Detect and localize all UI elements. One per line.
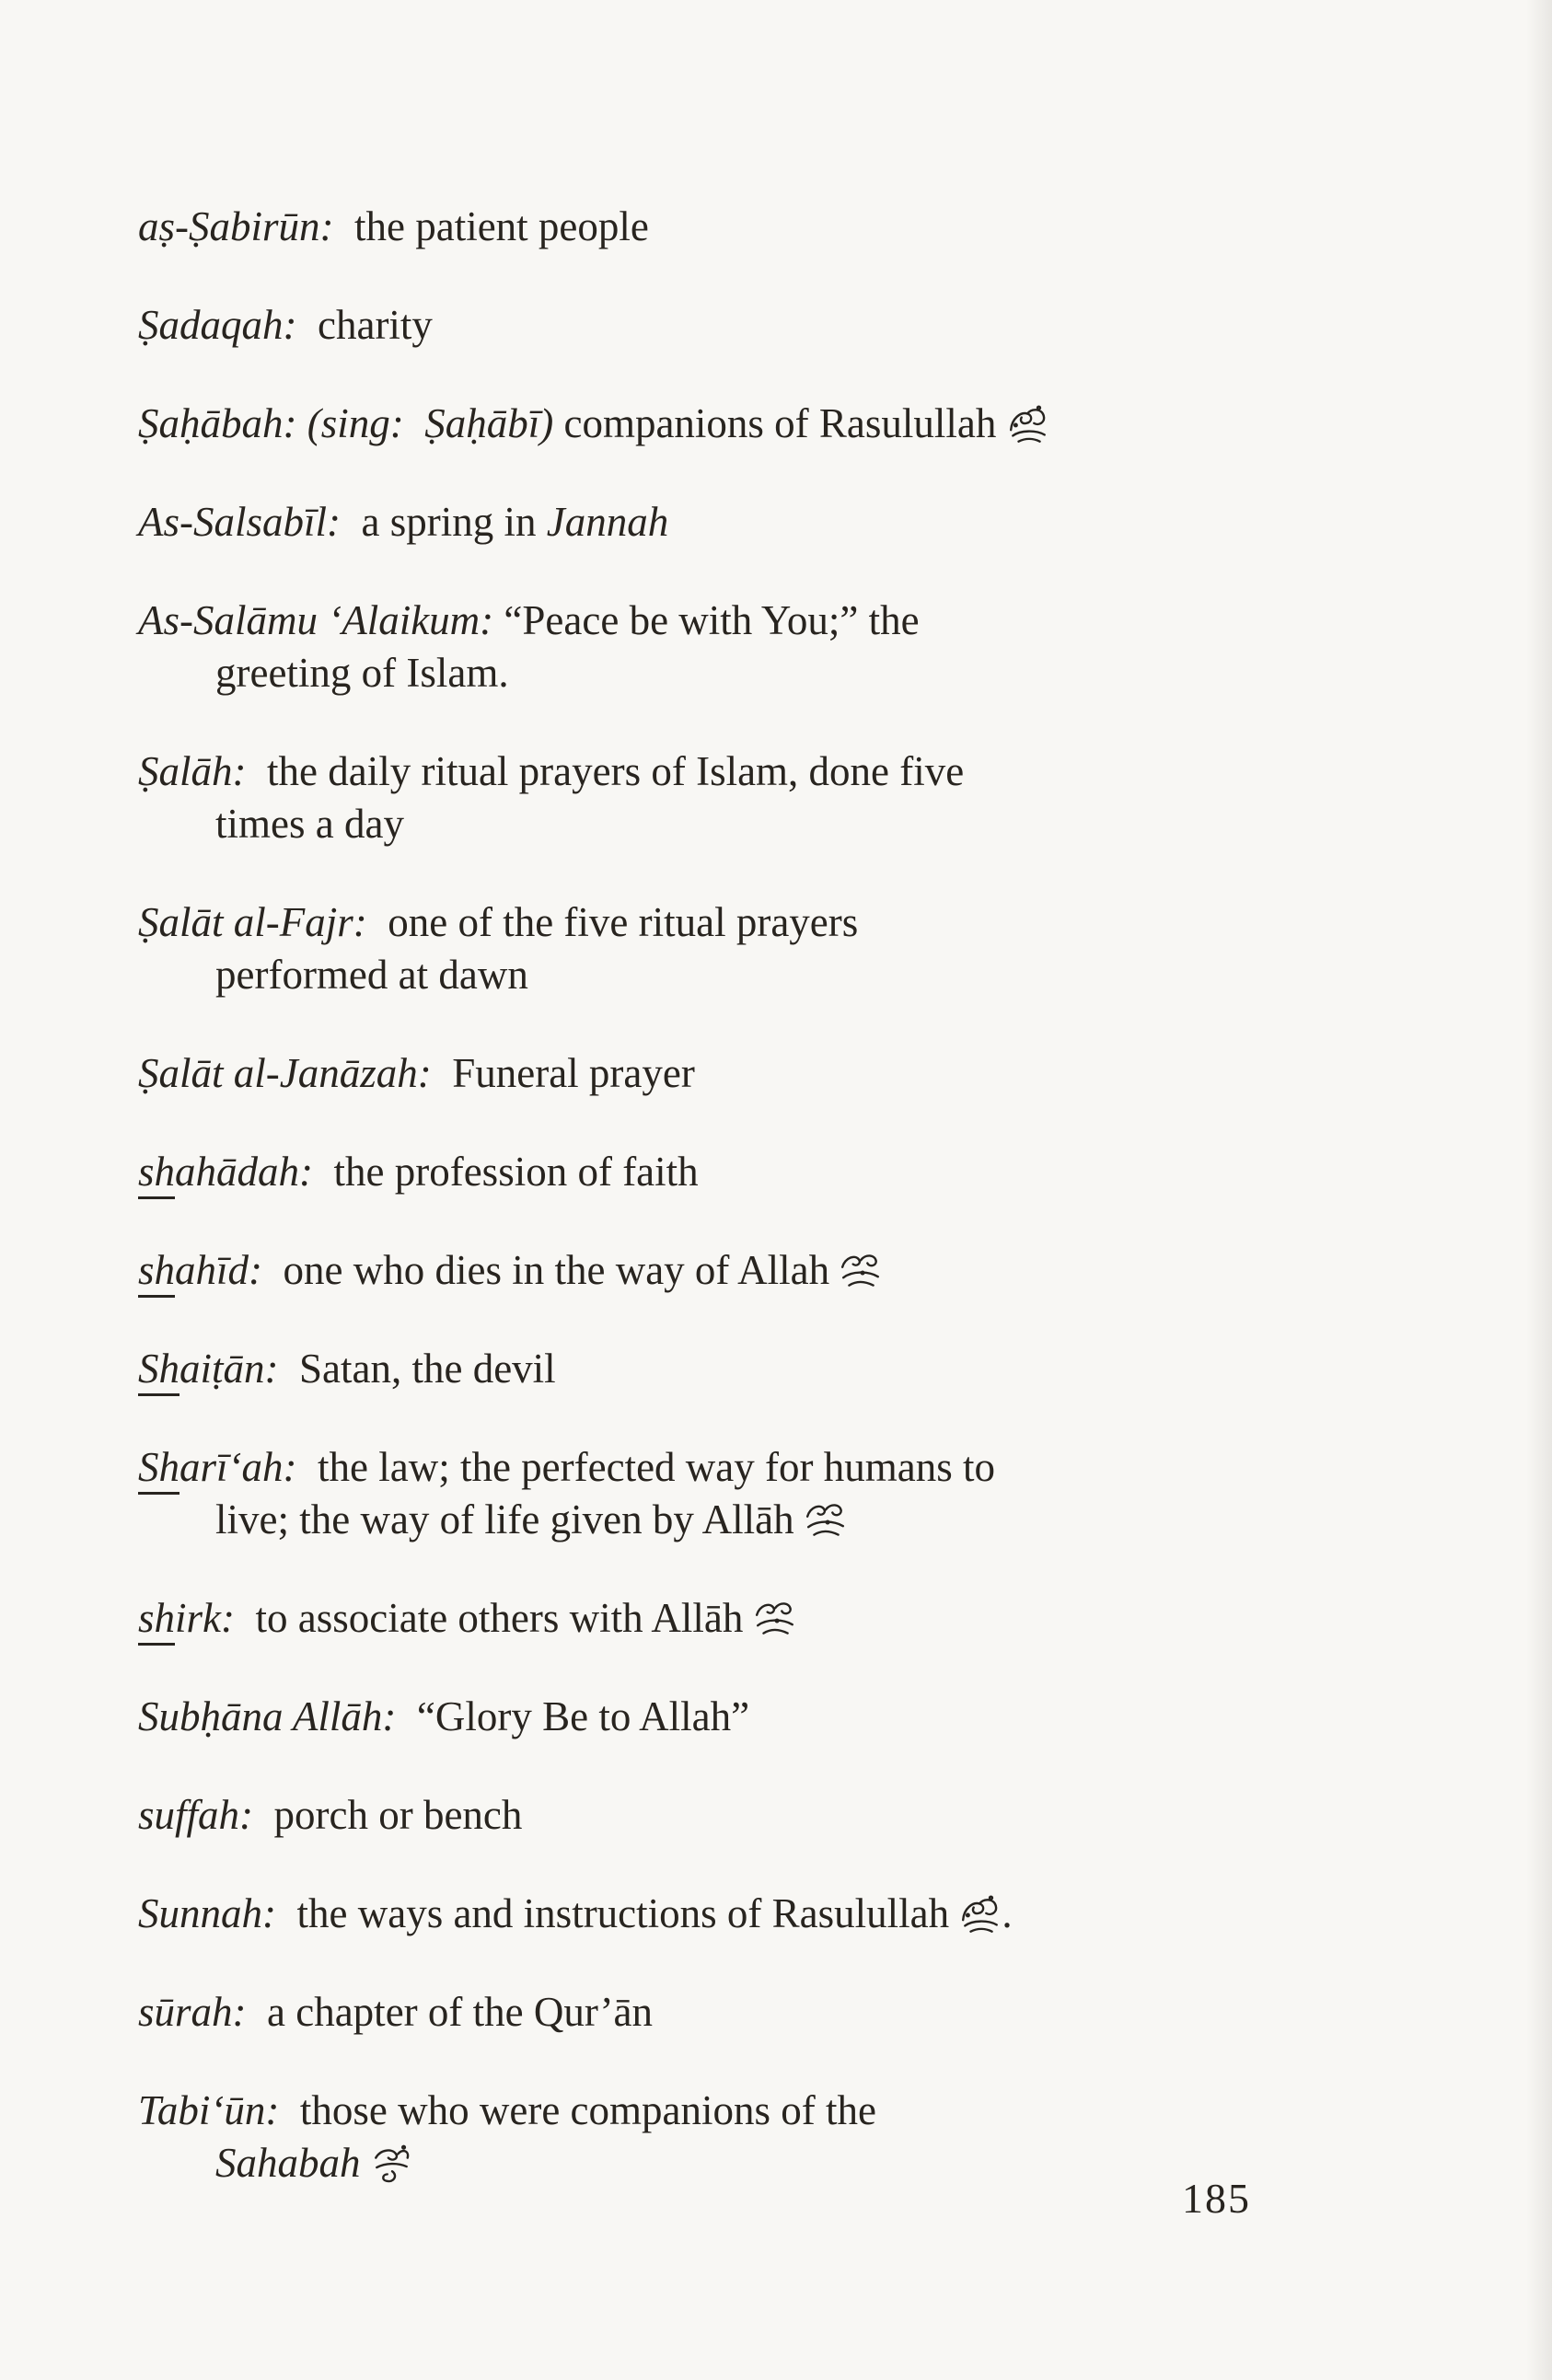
glossary-entry bbox=[138, 1691, 1515, 1743]
entry-definition: to associate others with Allāh bbox=[235, 1595, 754, 1641]
glossary-entry bbox=[138, 1789, 1515, 1842]
glossary-entry bbox=[138, 1343, 1515, 1395]
entry-term: Subḥāna Allāh: bbox=[138, 1693, 397, 1739]
entry-definition: Funeral prayer bbox=[431, 1050, 695, 1096]
entry-term: Ṣaḥābah: (sing: Ṣaḥābī) bbox=[138, 400, 554, 446]
glossary-entry bbox=[138, 745, 1515, 850]
glossary-entry bbox=[138, 2085, 1515, 2189]
entry-definition: one of the five ritual prayers bbox=[366, 899, 859, 945]
glossary-entry bbox=[138, 398, 1515, 450]
entry-term: Tabi‘ūn: bbox=[138, 2087, 280, 2133]
entry-term: Ṣalāh: bbox=[138, 748, 247, 794]
entry-term: sūrah: bbox=[138, 1989, 247, 2035]
entry-definition: “Peace be with You;” the bbox=[493, 597, 920, 643]
entry-definition: the patient people bbox=[333, 203, 649, 249]
entry-term: suffah: bbox=[138, 1792, 254, 1838]
entry-term: arī‘ah: bbox=[180, 1444, 297, 1490]
entry-definition: greeting of Islam. bbox=[215, 650, 509, 696]
entry-term: Ṣalāt al-Janāzah: bbox=[138, 1050, 432, 1096]
entry-term: sh bbox=[138, 1595, 175, 1646]
entry-term: ahādah: bbox=[175, 1149, 314, 1195]
honorific-subhanahu-wa-taala-icon bbox=[805, 1500, 847, 1544]
entry-definition: companions of Rasulullah bbox=[553, 400, 1007, 446]
entry-definition: Satan, the devil bbox=[278, 1346, 556, 1392]
entry-definition: those who were companions of the bbox=[279, 2087, 876, 2133]
entry-definition: . bbox=[1002, 1890, 1013, 1936]
entry-term: sh bbox=[138, 1247, 175, 1298]
entry-term: As-Salsabīl: bbox=[138, 499, 341, 545]
entry-term: ahīd: bbox=[175, 1247, 263, 1293]
entry-term: irk: bbox=[175, 1595, 235, 1641]
glossary-entry bbox=[138, 1146, 1515, 1198]
entry-definition: the ways and instructions of Rasulullah bbox=[276, 1890, 960, 1936]
entry-definition: “Glory Be to Allah” bbox=[396, 1693, 750, 1739]
entry-definition: performed at dawn bbox=[215, 952, 528, 998]
entry-definition: a spring in bbox=[341, 499, 547, 545]
honorific-radiyallahu-anhum-icon bbox=[371, 2143, 413, 2188]
glossary-entry bbox=[138, 595, 1515, 699]
glossary-entry bbox=[138, 1441, 1515, 1546]
entry-term: Sunnah: bbox=[138, 1890, 276, 1936]
entry-definition: porch or bench bbox=[253, 1792, 523, 1838]
entry-definition: a chapter of the Qur’ān bbox=[246, 1989, 653, 2035]
entry-term: Sh bbox=[138, 1346, 180, 1396]
honorific-sallallahu-alayhi-wa-sallam-icon bbox=[959, 1894, 1002, 1938]
page-number: 185 bbox=[1182, 2175, 1251, 2222]
entry-term: aiṭān: bbox=[180, 1346, 279, 1392]
entry-definition: one who dies in the way of Allah bbox=[262, 1247, 840, 1293]
entry-definition: the law; the perfected way for humans to bbox=[296, 1444, 995, 1490]
entry-term: As-Salāmu ‘Alaikum: bbox=[138, 597, 494, 643]
honorific-sallallahu-alayhi-wa-sallam-icon bbox=[1007, 404, 1049, 448]
entry-definition: live; the way of life given by Allāh bbox=[215, 1496, 805, 1542]
glossary-entry bbox=[138, 1047, 1515, 1100]
honorific-subhanahu-wa-taala-icon bbox=[754, 1599, 796, 1643]
entry-definition: Jannah bbox=[546, 499, 669, 545]
entry-term: Sh bbox=[138, 1444, 180, 1495]
entry-definition: Sahabah bbox=[215, 2140, 371, 2186]
entry-definition: times a day bbox=[215, 801, 404, 847]
entry-definition: the daily ritual prayers of Islam, done five bbox=[246, 748, 965, 794]
entry-term: Ṣalāt al-Fajr: bbox=[138, 899, 367, 945]
glossary-entry bbox=[138, 1888, 1515, 1940]
entry-definition: the profession of faith bbox=[313, 1149, 699, 1195]
entry-term: sh bbox=[138, 1149, 175, 1199]
glossary-entry bbox=[138, 896, 1515, 1001]
glossary-entry bbox=[138, 496, 1515, 549]
glossary-entry bbox=[138, 1986, 1515, 2039]
glossary-entry bbox=[138, 1592, 1515, 1645]
entry-definition: charity bbox=[296, 302, 433, 348]
glossary-entry bbox=[138, 299, 1515, 352]
glossary-entry bbox=[138, 201, 1515, 253]
honorific-subhanahu-wa-taala-icon bbox=[840, 1251, 882, 1295]
entry-term: aṣ-Ṣabirūn: bbox=[138, 203, 334, 249]
glossary-entry bbox=[138, 1244, 1515, 1297]
entry-term: Ṣadaqah: bbox=[138, 302, 297, 348]
